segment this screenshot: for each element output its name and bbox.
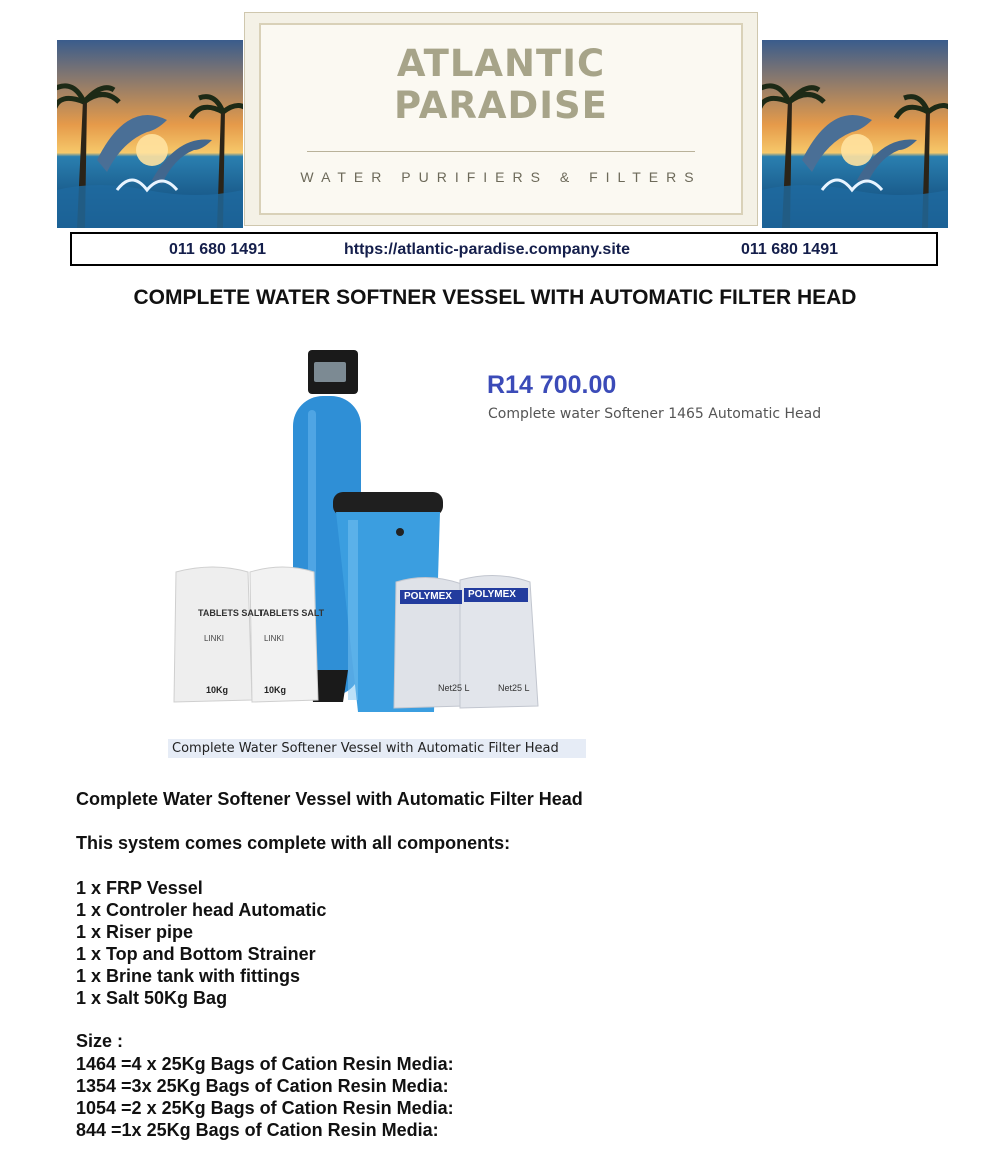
dolphin-beach-image-right [762,40,948,228]
list-item: 844 =1x 25Kg Bags of Cation Resin Media: [76,1120,439,1140]
logo-divider [307,151,695,152]
salt-bag-brand-right: LINKI [264,634,285,643]
website-link[interactable]: https://atlantic-paradise.company.site [344,241,630,258]
salt-bag-label-right: TABLETS SALT [258,608,325,618]
resin-bag-brand-right: POLYMEX [468,589,516,600]
size-label: Size : [76,1031,124,1051]
resin-bag-weight-left: Net25 L [438,683,470,693]
list-item: 1 x Riser pipe [76,922,194,942]
list-item: 1 x Top and Bottom Strainer [76,944,316,964]
resin-bag-weight-right: Net25 L [498,683,530,693]
dolphin-beach-image-left [57,40,243,228]
resin-bag-brand-left: POLYMEX [404,591,452,602]
company-logo [244,12,758,226]
list-item: 1464 =4 x 25Kg Bags of Cation Resin Media: [76,1054,454,1074]
salt-bag-brand-left: LINKI [204,634,225,643]
logo-subtitle: WATER PURIFIERS & FILTERS [300,169,702,185]
page-title: COMPLETE WATER SOFTNER VESSEL WITH AUTOMATIC FILTER HEAD [133,286,857,309]
list-item: 1 x FRP Vessel [76,878,203,898]
logo-title: ATLANTIC PARADISE [394,42,608,127]
description-intro: This system comes complete with all components: [76,833,511,853]
contact-bar [70,232,938,266]
components-list [76,877,326,1009]
list-item: 1 x Salt 50Kg Bag [76,988,228,1008]
list-item: 1 x Controler head Automatic [76,900,327,920]
salt-bag-weight-left: 10Kg [206,685,229,695]
size-list [76,1053,454,1141]
description-heading: Complete Water Softener Vessel with Automatic Filter Head [76,789,583,809]
list-item: 1354 =3x 25Kg Bags of Cation Resin Media: [76,1076,449,1096]
list-item: 1 x Brine tank with fittings [76,966,301,986]
list-item: 1054 =2 x 25Kg Bags of Cation Resin Media: [76,1098,454,1118]
product-price: R14 700.00 [487,371,617,399]
phone-number-right[interactable]: 011 680 1491 [741,241,838,258]
price-description: Complete water Softener 1465 Automatic Head [488,406,822,422]
phone-number-left[interactable]: 011 680 1491 [169,241,266,258]
image-caption: Complete Water Softener Vessel with Automatic Filter Head [168,739,586,758]
salt-bag-label-left: TABLETS SALT [198,608,265,618]
salt-bag-weight-right: 10Kg [264,685,287,695]
